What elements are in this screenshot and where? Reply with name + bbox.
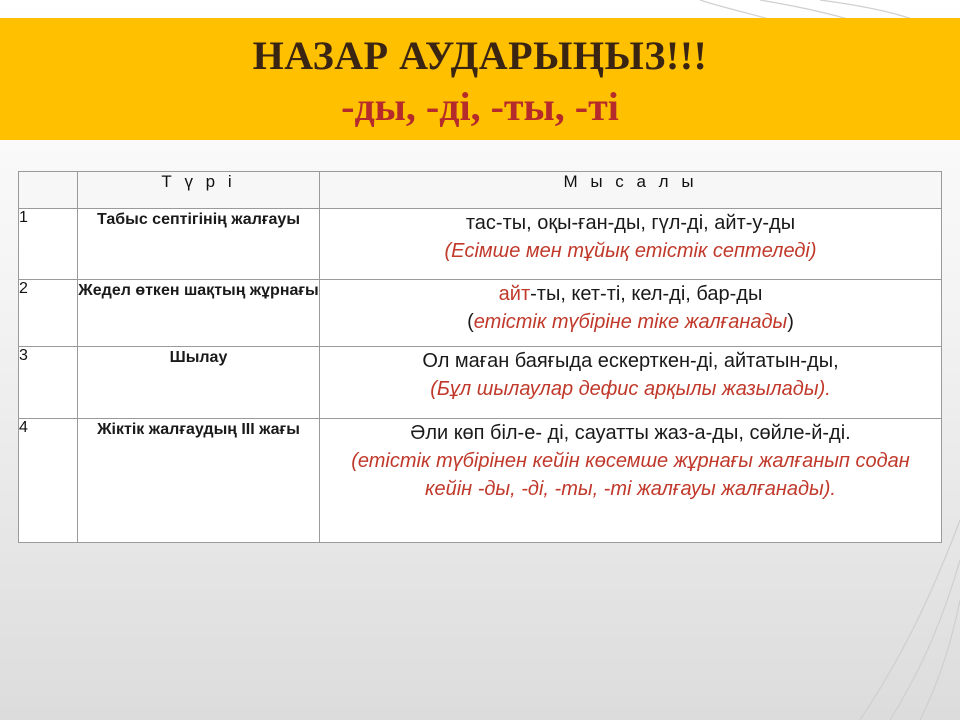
header-type: Т ү р і [78,172,320,209]
row-type: Жіктік жалғаудың ІІІ жағы [78,419,320,543]
slide-title: НАЗАР АУДАРЫҢЫЗ!!! [252,33,708,78]
row-example-rest: -ты, кет-ті, кел-ді, бар-ды [530,283,763,305]
row-example-cell [320,419,942,543]
row-note: (етістік түбірінен кейін көсемше жұрнағы жалғанып содан кейін -ды, -ді, -ты, -ті жалғауы жалғанады). [351,450,910,500]
table-row [19,209,942,280]
note-close-paren: ) [787,311,794,333]
row-note [320,308,941,336]
title-banner [0,18,960,140]
row-note: (Бұл шылаулар дефис арқылы жазылады). [430,378,831,400]
table-header-row [19,172,942,209]
row-example: тас-ты, оқы-ған-ды, гүл-ді, айт-у-ды [465,212,796,234]
row-type: Табыс септігінің жалғауы [78,209,320,280]
row-example [320,280,941,308]
row-number: 3 [19,347,78,419]
row-example-highlight: айт [498,283,531,305]
row-type: Жедел өткен шақтың жұрнағы [78,280,320,347]
header-empty [19,172,78,209]
row-example: Ол маған баяғыда ескерткен-ді, айтатын-ды, [422,350,839,372]
row-number: 1 [19,209,78,280]
table-row [19,280,942,347]
suffix-table [18,171,942,543]
table-row [19,347,942,419]
row-example: Әли көп біл-е- ді, сауатты жаз-а-ды, сөйле-й-ді. [410,422,851,444]
row-note: (Есімше мен тұйық етістік септеледі) [444,240,817,262]
row-number: 4 [19,419,78,543]
slide-subtitle: -ды, -ді, -ты, -ті [341,84,619,129]
note-body: етістік түбіріне тіке жалғанады [473,311,788,333]
row-example-cell [320,347,942,419]
row-type: Шылау [78,347,320,419]
note-open-paren: ( [467,311,474,333]
row-number: 2 [19,280,78,347]
table-row [19,419,942,543]
row-example-cell [320,209,942,280]
row-example-cell [320,280,942,347]
header-example: М ы с а л ы [320,172,942,209]
